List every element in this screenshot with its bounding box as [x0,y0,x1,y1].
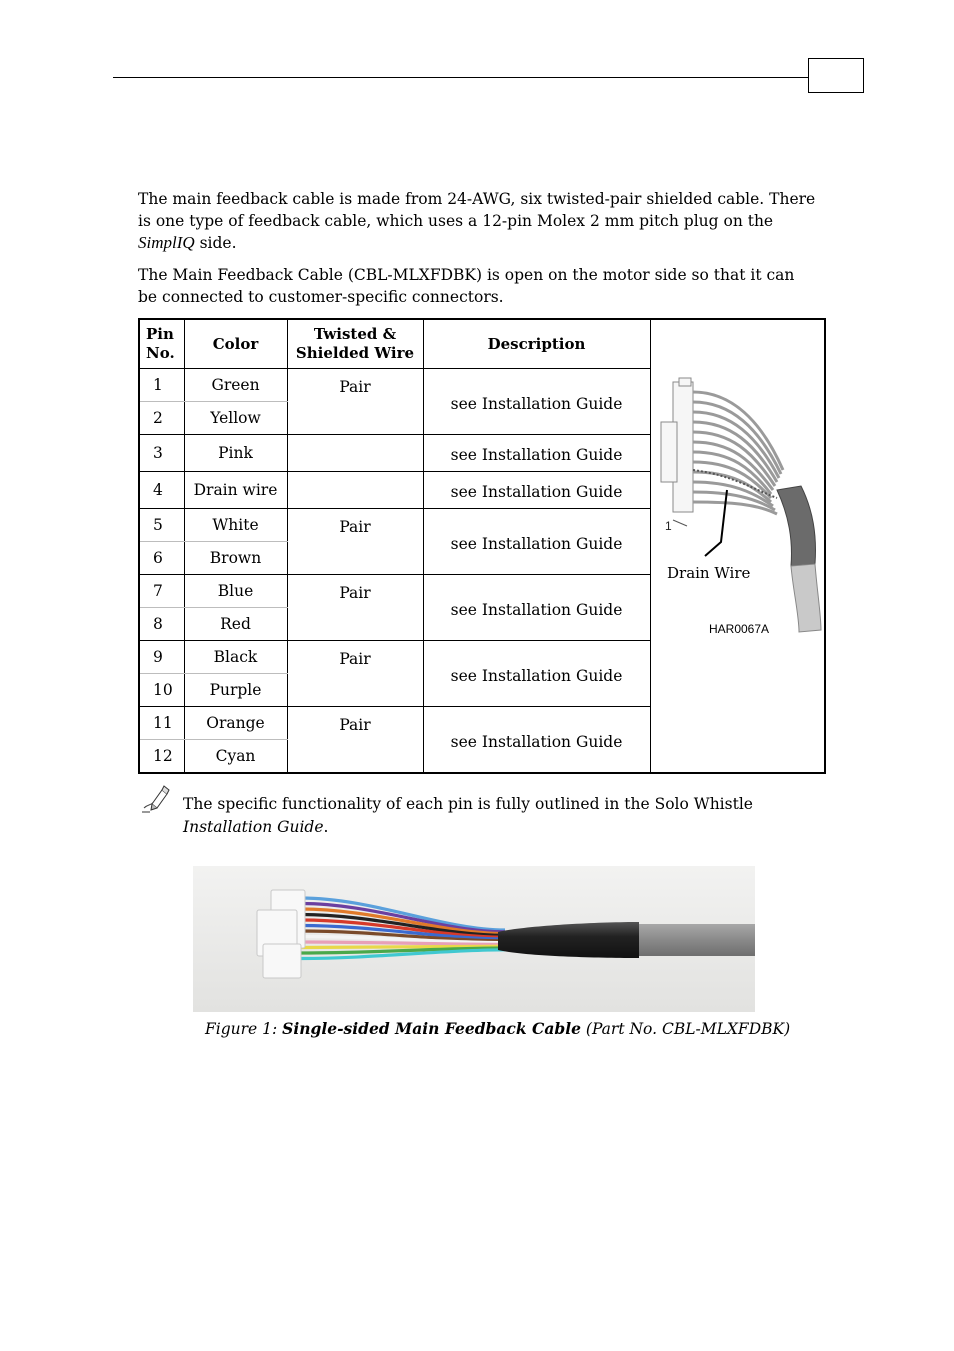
connector-housing [661,378,693,512]
pin-description: see Installation Guide [423,641,650,707]
pin-number: 8 [139,608,184,641]
cable-photo-illustration [193,866,755,1012]
diagram-code-label: HAR0067A [708,622,769,636]
pin-description: see Installation Guide [423,509,650,575]
drain-wire-label: Drain Wire [666,564,751,582]
pin-number: 9 [139,641,184,674]
connector-diagram [651,320,824,766]
pin-number: 7 [139,575,184,608]
pin-number: 2 [139,402,184,435]
note-pen-icon [140,782,172,814]
pin-number: 4 [139,472,184,509]
wire-color: White [184,509,287,542]
pin-number: 5 [139,509,184,542]
header-rule [113,77,809,78]
page-number-box [808,58,864,93]
wire-color: Brown [184,542,287,575]
wire-color: Cyan [184,740,287,774]
pin-description: see Installation Guide [423,435,650,472]
pair-label: Pair [287,369,423,435]
pin-one-label: 1 [664,519,672,533]
pin-number: 10 [139,674,184,707]
pin-description: see Installation Guide [423,707,650,774]
wire-color: Pink [184,435,287,472]
wire-color: Black [184,641,287,674]
brand-name: SimplIQ [138,233,195,252]
wire-color: Purple [184,674,287,707]
note-text: The specific functionality of each pin is fully outlined in the Solo Whistle Installation Guide. [183,795,753,836]
header-description: Description [423,319,650,369]
cable-jacket [791,564,821,632]
note-italic: Installation Guide [183,818,324,836]
figure-caption: Figure 1: Single-sided Main Feedback Cable (Part No. CBL-MLXFDBK) [205,1019,791,1038]
pair-empty [287,435,423,472]
figure-title: Single-sided Main Feedback Cable [282,1019,581,1038]
table-header-row [139,319,825,369]
wire-color: Green [184,369,287,402]
pin-description: see Installation Guide [423,575,650,641]
cable-jacket-photo [633,924,755,956]
pair-label: Pair [287,707,423,774]
pin-description: see Installation Guide [423,472,650,509]
pin-number: 3 [139,435,184,472]
header-twisted: Twisted & Shielded Wire [287,319,423,369]
wire-color: Orange [184,707,287,740]
header-color: Color [184,319,287,369]
pair-label: Pair [287,509,423,575]
pin-description: see Installation Guide [423,369,650,435]
header-pin: Pin No. [139,319,184,369]
pinout-table [138,318,826,774]
pin-number: 11 [139,707,184,740]
wire-color: Yellow [184,402,287,435]
pair-empty [287,472,423,509]
heat-shrink-sleeve [777,486,815,566]
pin-number: 1 [139,369,184,402]
wire-color: Red [184,608,287,641]
cable-photo [193,866,755,1012]
connector-diagram-cell [650,319,825,773]
pin-number: 6 [139,542,184,575]
intro-paragraph-1: The main feedback cable is made from 24-AWG, six twisted-pair shielded cable. There is one type of feedback cable, which uses a 12-pin Molex 2 mm pitch plug on the SimplIQ side. [138,190,816,252]
wire-color: Blue [184,575,287,608]
intro-paragraph-2: The Main Feedback Cable (CBL-MLXFDBK) is open on the motor side so that it can be connected to customer-specific connectors. [138,266,795,306]
wire-color: Drain wire [184,472,287,509]
pin-number: 12 [139,740,184,774]
pair-label: Pair [287,641,423,707]
pair-label: Pair [287,575,423,641]
